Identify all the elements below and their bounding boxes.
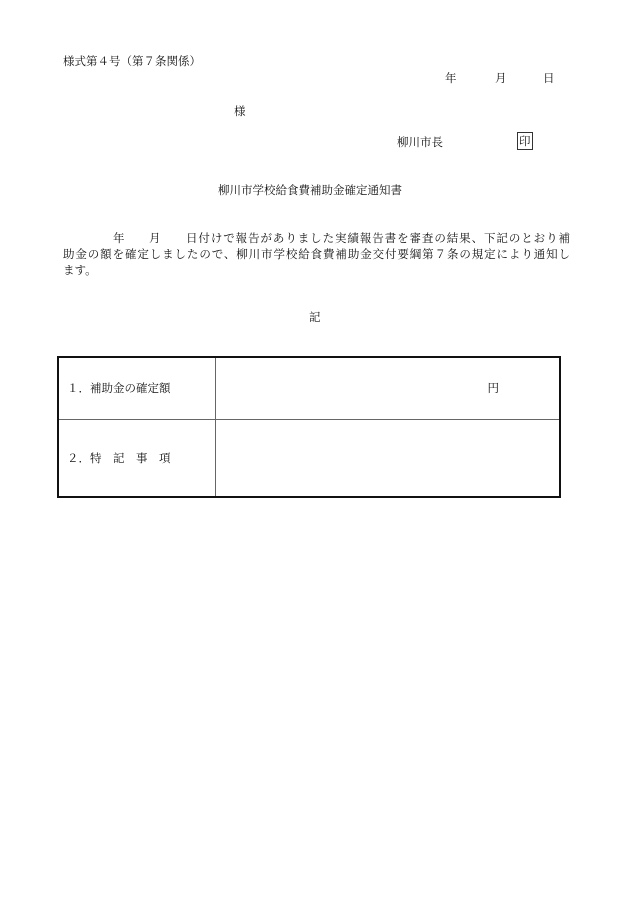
- table-row: [58, 357, 560, 419]
- seal-mark: 印: [519, 134, 531, 148]
- date-year: 年: [445, 71, 457, 85]
- body-line-2: 助金の額を確定しましたので、柳川市学校給食費補助金交付要綱第７条の規定により通知し: [63, 247, 570, 261]
- body-year: 年: [113, 231, 125, 245]
- addressee-suffix: 様: [234, 104, 246, 118]
- row-label-amount: １．補助金の確定額: [58, 357, 216, 419]
- ki-heading: 記: [309, 310, 321, 324]
- date-day: 日: [543, 71, 555, 85]
- notes-field: [216, 419, 561, 497]
- body-line-1: 日付けで報告がありました実績報告書を審査の結果、下記のとおり補: [186, 231, 570, 245]
- document-title: 柳川市学校給食費補助金確定通知書: [218, 183, 402, 197]
- issuer: 柳川市長: [397, 135, 443, 149]
- form-number: 様式第４号（第７条関係）: [63, 54, 201, 68]
- row-label-notes: ２．特 記 事 項: [58, 419, 216, 497]
- detail-table: [57, 356, 561, 498]
- yen-unit: 円: [487, 381, 499, 396]
- body-line-3: ます。: [63, 263, 97, 277]
- table-row: [58, 419, 560, 497]
- amount-field: [216, 357, 561, 419]
- date-month: 月: [495, 71, 507, 85]
- body-month: 月: [149, 231, 161, 245]
